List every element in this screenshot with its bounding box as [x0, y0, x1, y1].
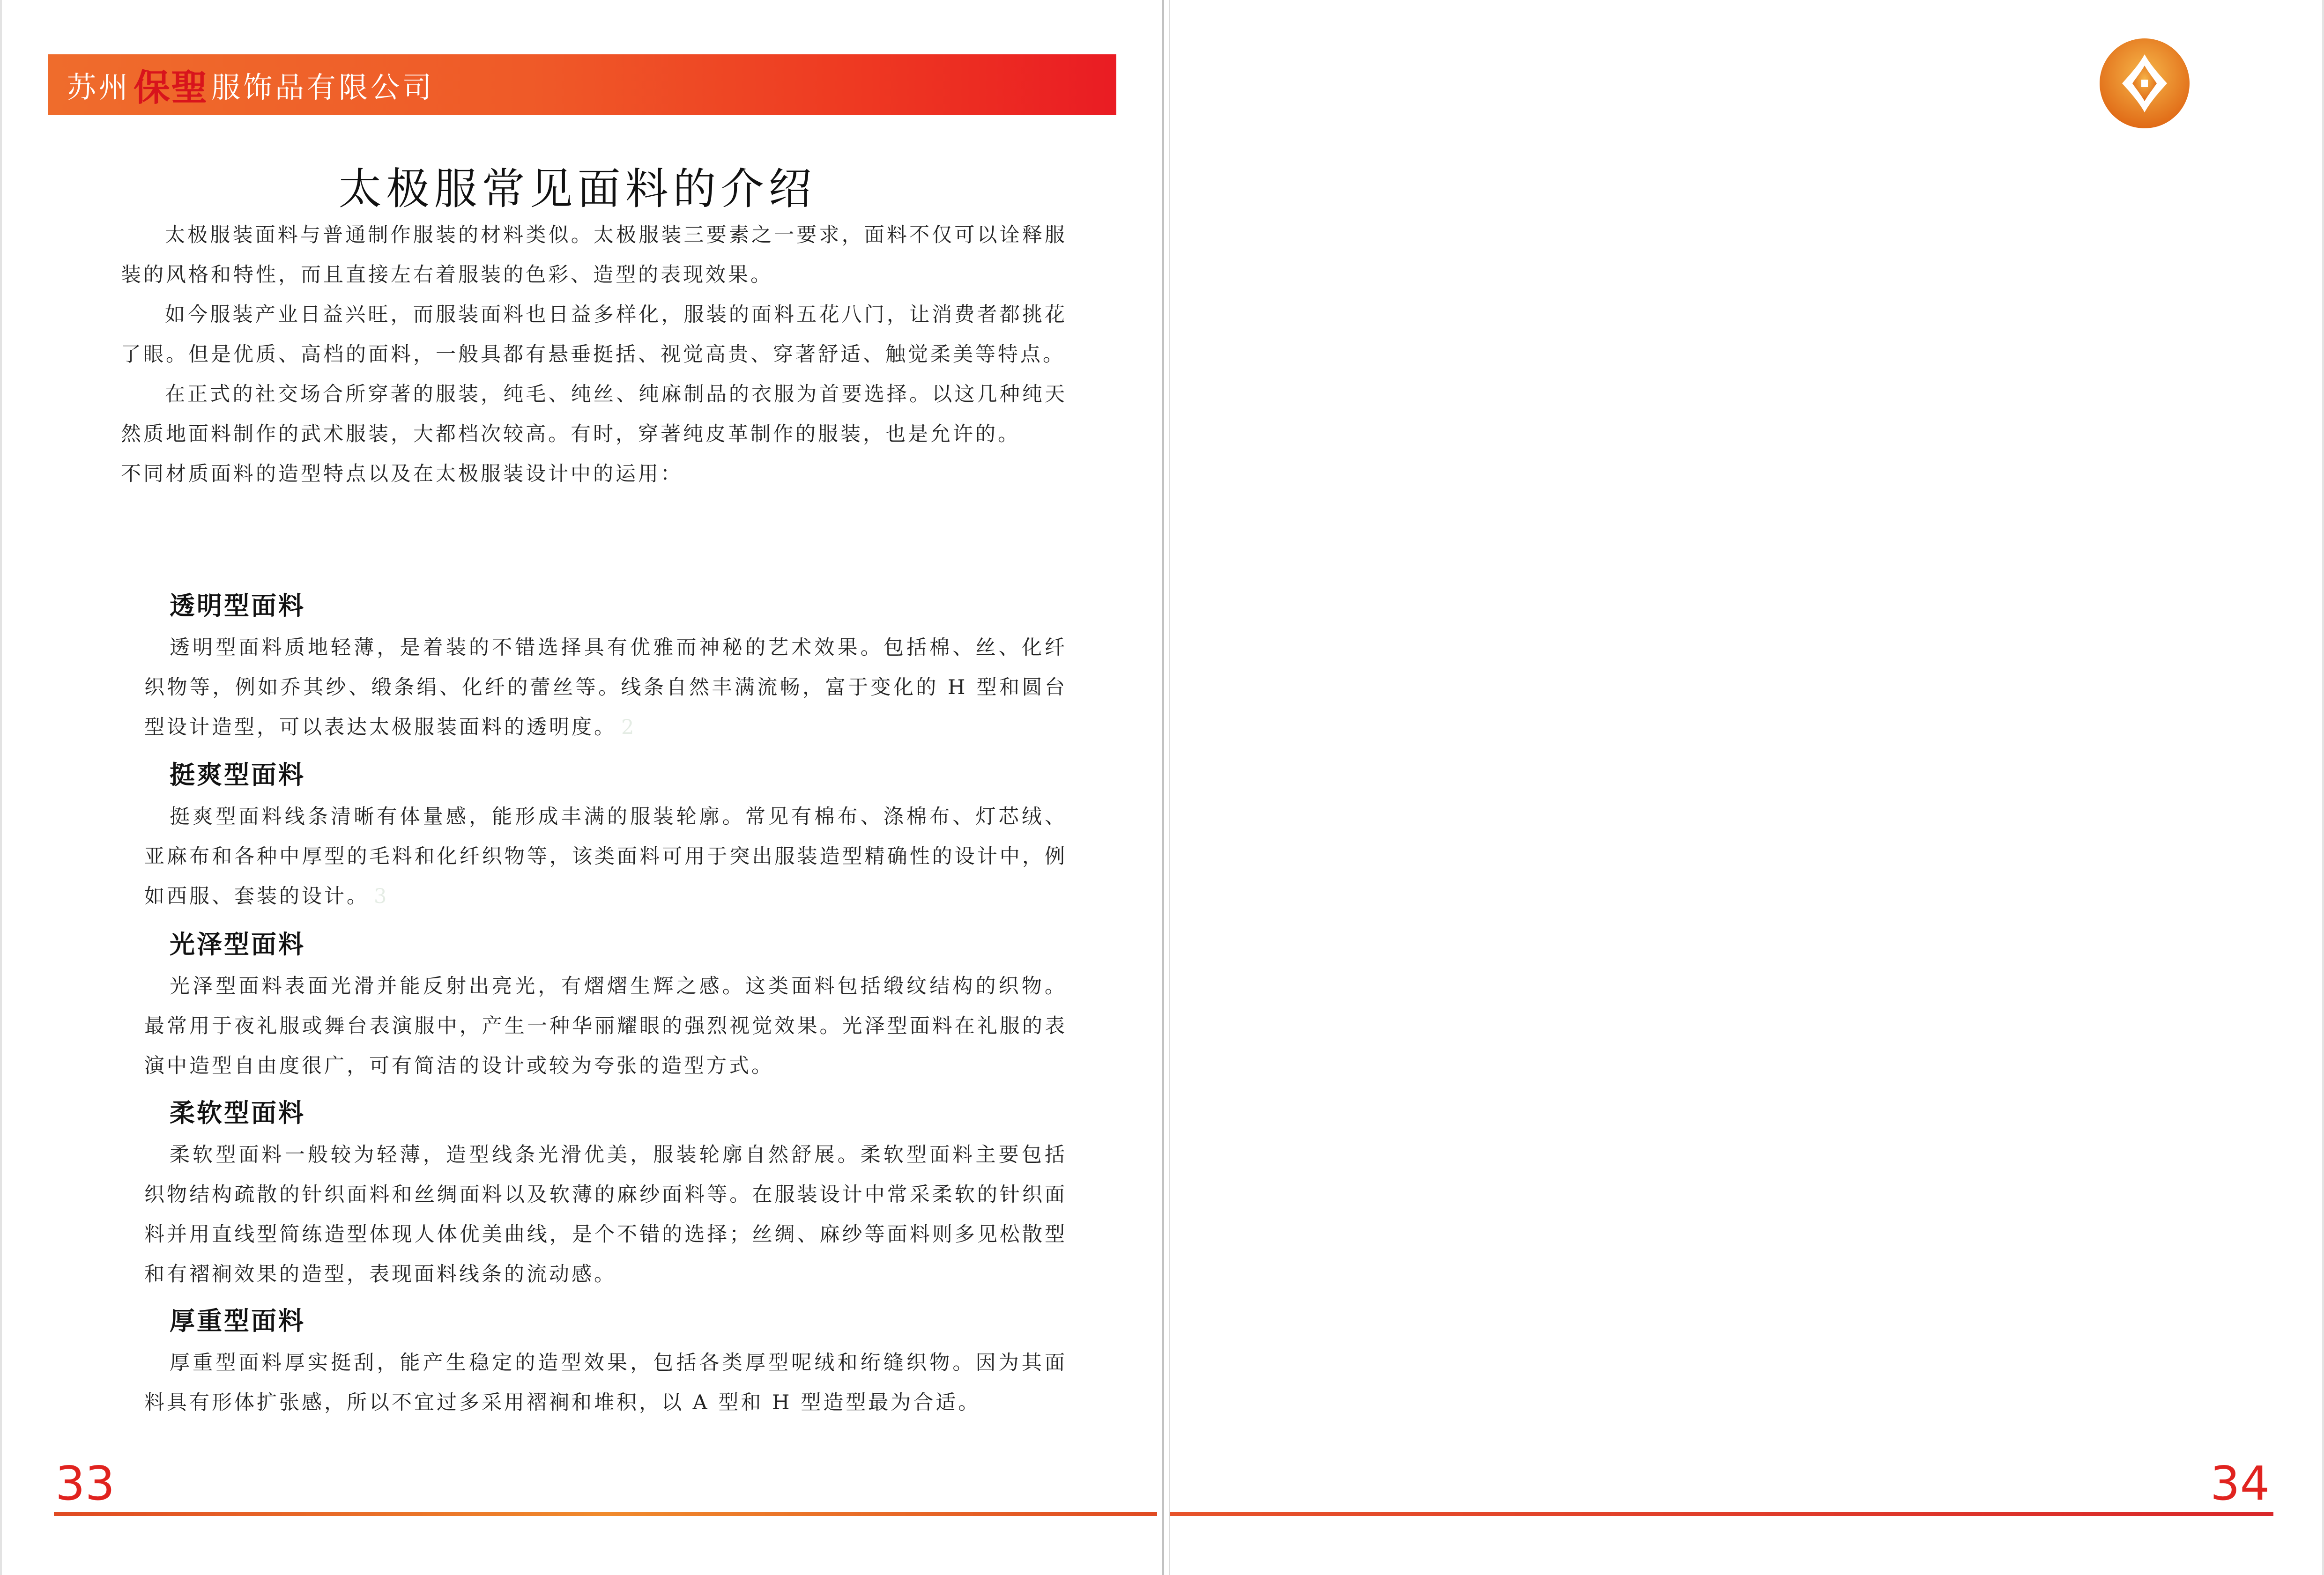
section-heading: 挺爽型面料: [170, 760, 305, 790]
brand-name: 保聖: [134, 67, 209, 109]
spine-divider-inner: [1169, 0, 1170, 1575]
intro-paragraph-3: 在正式的社交场合所穿著的服装，纯毛、纯丝、纯麻制品的衣服为首要选择。以这几种纯天然质地面料制作的武术服装，大都档次较高。有时，穿著纯皮革制作的服装，也是允许的。: [121, 383, 1067, 446]
faint-note-mark: 2: [621, 716, 637, 739]
section-transparent-fabric: [144, 584, 1067, 747]
section-text: 厚重型面料厚实挺刮，能产生稳定的造型效果，包括各类厚型呢绒和绗缝织物。因为其面料具有形体扩张感，所以不宜过多采用褶裥和堆积，以 A 型和 H 型造型最为合适。: [144, 1351, 1067, 1414]
section-crisp-fabric: [144, 753, 1067, 917]
spine-divider: [1162, 0, 1164, 1575]
coin-logo-icon: [2098, 37, 2191, 130]
section-heading: 光泽型面料: [170, 930, 305, 959]
lead-line: 不同材质面料的造型特点以及在太极服装设计中的运用：: [121, 462, 683, 486]
intro-paragraph-1: 太极服装面料与普通制作服装的材料类似。太极服装三要素之一要求，面料不仅可以诠释服装的风格和特性，而且直接左右着服装的色彩、造型的表现效果。: [121, 223, 1067, 287]
company-suffix: 服饰品有限公司: [211, 70, 435, 104]
intro-paragraph-2: 如今服装产业日益兴旺，而服装面料也日益多样化，服装的面料五花八门，让消费者都挑花了眼。但是优质、高档的面料，一般具都有悬垂挺括、视觉高贵、穿著舒适、触觉柔美等特点。: [121, 303, 1067, 366]
section-text: 柔软型面料一般较为轻薄，造型线条光滑优美，服装轮廓自然舒展。柔软型面料主要包括织物结构疏散的针织面料和丝绸面料以及软薄的麻纱面料等。在服装设计中常采柔软的针织面料并用直线型简练造型体现人体优美曲线，是个不错的选择；丝绸、麻纱等面料则多见松散型和有褶裥效果的造型，表现面料线条的流动感。: [144, 1143, 1067, 1286]
company-name: [67, 59, 434, 111]
footer-rule-right: [1170, 1512, 2273, 1516]
company-prefix: 苏州: [67, 70, 131, 104]
article-title: 太极服常见面料的介绍: [338, 164, 817, 214]
section-text: 透明型面料质地轻薄，是着装的不错选择具有优雅而神秘的艺术效果。包括棉、丝、化纤织物等，例如乔其纱、缎条绢、化纤的蕾丝等。线条自然丰满流畅，富于变化的 H 型和圆台型设计造型，可以表达太极服装面料的透明度。 2: [144, 636, 1067, 739]
faint-note-mark: 3: [374, 885, 389, 908]
left-edge-line: [0, 0, 2, 1575]
page-number-left: 33: [55, 1456, 115, 1511]
section-heading: 柔软型面料: [170, 1098, 305, 1128]
section-soft-fabric: [144, 1091, 1067, 1294]
section-text: 挺爽型面料线条清晰有体量感，能形成丰满的服装轮廓。常见有棉布、涤棉布、灯芯绒、亚麻布和各种中厚型的毛料和化纤织物等，该类面料可用于突出服装造型精确性的设计中，例如西服、套装的设计。 3: [144, 805, 1067, 908]
section-heavy-fabric: [144, 1299, 1067, 1423]
right-edge-line: [2322, 0, 2324, 1575]
company-header-bar: [48, 54, 1116, 115]
intro-text: [121, 215, 1067, 494]
footer-rule-left: [54, 1512, 1157, 1516]
section-glossy-fabric: [144, 923, 1067, 1086]
left-page: [0, 0, 1155, 1575]
page-number-right: 34: [2210, 1456, 2270, 1511]
section-heading: 厚重型面料: [170, 1306, 305, 1336]
section-text: 光泽型面料表面光滑并能反射出亮光，有熠熠生辉之感。这类面料包括缎纹结构的织物。最常用于夜礼服或舞台表演服中，产生一种华丽耀眼的强烈视觉效果。光泽型面料在礼服的表演中造型自由度很广，可有简洁的设计或较为夸张的造型方式。: [144, 975, 1067, 1078]
section-heading: 透明型面料: [170, 591, 305, 621]
